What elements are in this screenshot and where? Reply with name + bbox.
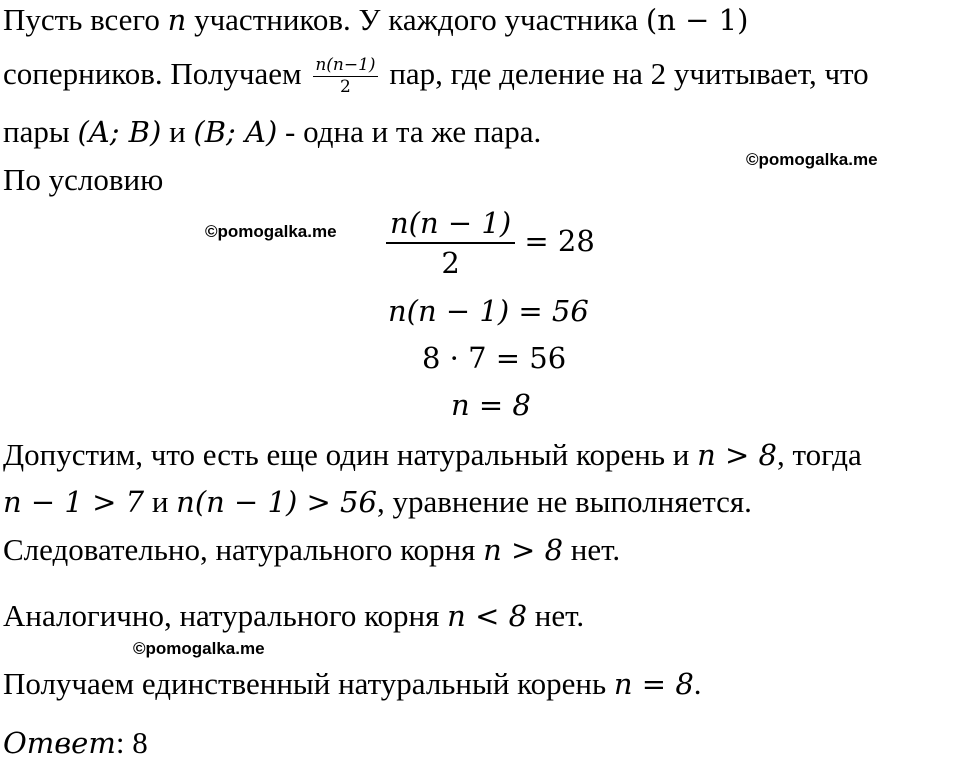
math-expression: (B; A) — [193, 115, 278, 149]
math-expression: n(n − 1) > 56 — [176, 485, 377, 519]
text-segment: . — [693, 666, 702, 701]
math-expression: n = 8 — [613, 667, 694, 701]
equation-rhs: = 28 — [515, 224, 595, 258]
text-line-8 — [3, 666, 702, 702]
fraction-denominator: 2 — [340, 77, 351, 98]
answer-value: : 8 — [115, 725, 148, 760]
equation-1 — [386, 206, 595, 280]
answer-line — [3, 725, 148, 761]
math-expression: n < 8 — [447, 599, 528, 633]
text-segment: нет. — [527, 598, 585, 633]
text-segment: - одна и та же пара. — [277, 114, 542, 149]
math-variable: n — [167, 3, 187, 37]
equation-fraction — [386, 206, 515, 280]
text-segment: нет. — [563, 532, 621, 567]
text-segment: , уравнение не выполняется. — [376, 484, 752, 519]
math-expression: n > 8 — [697, 438, 777, 472]
math-expression: (n − 1) — [645, 3, 749, 37]
condition-label: По условию — [3, 162, 164, 197]
numerator-text: n(n − 1) — [390, 206, 512, 240]
text-line-3 — [3, 114, 541, 150]
text-segment: и — [161, 114, 194, 149]
text-line-4 — [3, 437, 862, 473]
text-segment: участников. У каждого участника — [186, 2, 646, 37]
text-line-2 — [3, 56, 869, 97]
math-expression: n > 8 — [483, 533, 564, 567]
math-expression: n − 1 > 7 — [3, 485, 145, 519]
equation-3: 8 · 7 = 56 — [422, 341, 567, 375]
fraction-denominator: 2 — [441, 246, 460, 280]
text-segment: пары — [3, 114, 78, 149]
text-line-7 — [3, 598, 584, 634]
text-line-1 — [3, 2, 748, 38]
text-segment: Получаем единственный натуральный корень — [3, 666, 614, 701]
watermark: ©pomogalka.me — [205, 222, 337, 241]
fraction-numerator — [386, 206, 515, 244]
text-segment: Пусть всего — [3, 2, 168, 37]
text-segment: , тогда — [776, 437, 862, 472]
watermark: ©pomogalka.me — [746, 150, 878, 169]
text-segment: и — [144, 484, 177, 519]
text-segment: Допустим, что есть еще один натуральный корень и — [3, 437, 698, 472]
answer-label: Ответ — [3, 726, 116, 760]
inline-fraction — [313, 56, 377, 97]
text-line-6 — [3, 532, 620, 568]
text-segment: пар, где деление на 2 учитывает, что — [381, 56, 869, 91]
math-expression: (A; B) — [77, 115, 162, 149]
text-segment: Аналогично, натурального корня — [3, 598, 448, 633]
text-line-5 — [3, 484, 752, 520]
text-segment: соперников. Получаем — [3, 56, 310, 91]
watermark: ©pomogalka.me — [133, 639, 265, 658]
equation-4: n = 8 — [451, 388, 531, 422]
equation-2: n(n − 1) = 56 — [388, 294, 589, 328]
fraction-numerator: n(n−1) — [315, 55, 376, 76]
text-segment: Следовательно, натурального корня — [3, 532, 484, 567]
